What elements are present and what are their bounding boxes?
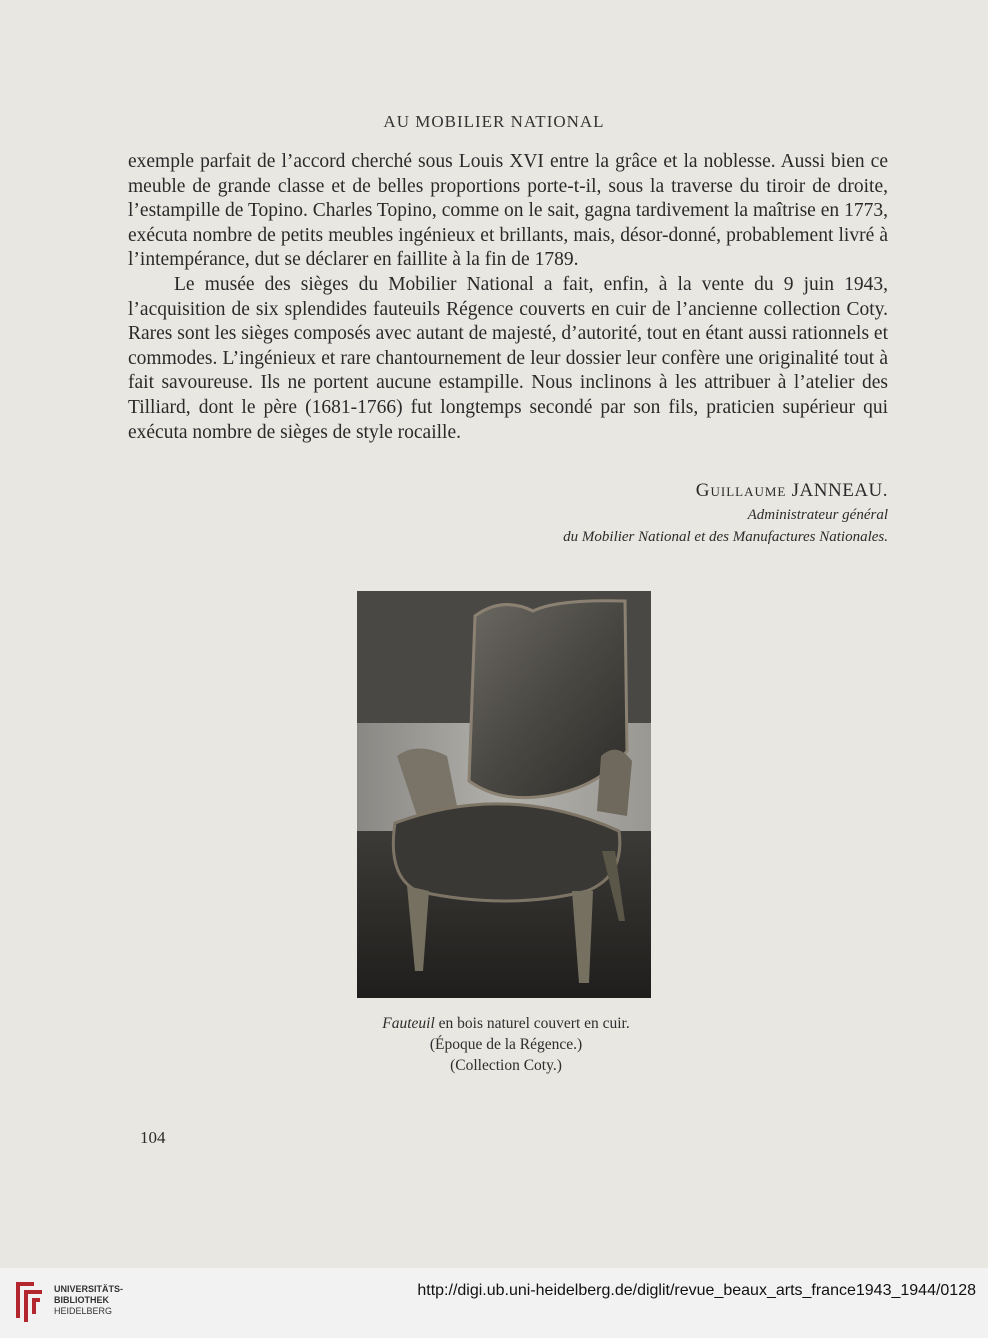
caption-line-1-rest: en bois naturel couvert en cuir. [434,1015,630,1032]
library-logo-icon[interactable] [12,1278,46,1326]
author-first-name: Guillaume [695,480,787,501]
author-title-2: du Mobilier National et des Manufactures Nationales. [563,529,888,545]
figure-caption-line-2: (Époque de la Régence.) [429,1036,583,1053]
author-last-name: JANNEAU. [791,480,888,501]
figure-caption-line-3: (Collection Coty.) [450,1057,562,1074]
paragraph-2: Le musée des sièges du Mobilier National a fait, enfin, à la vente du 9 juin 1943, l’acquisition de six splendides fauteuils Régence couverts en cuir de l’ancienne collection Coty. Rares sont les sièges composés avec autant de majesté, d’autorité, tout en étant aussi rationnels et commodes. L’ingénieux et rare chantournement de leur dossier leur confère une originalité tout à fait savoureuse. Ils ne portent aucune estampille. Nous inclinons à les attribuer à l’atelier des Tilliard, dont le père (1681-1766) fut longtemps secondé par son fils, praticien supérieur qui exécuta nombre de sièges de style rocaille. [128,273,888,443]
author-title-1: Administrateur général [747,507,888,523]
caption-italic: Fauteuil [382,1015,435,1032]
armchair-photograph [357,591,651,998]
figure-caption-line-1 [300,1015,712,1033]
library-footer [0,1268,988,1338]
logo-line-2: BIBLIOTHEK [54,1295,109,1305]
author-signature [500,480,888,502]
library-logo-text[interactable] [54,1284,123,1317]
logo-line-3: HEIDELBERG [54,1306,113,1316]
paragraph-1: exemple parfait de l’accord cherché sous Louis XVI entre la grâce et la noblesse. Aussi bien ce meuble de grande classe et de belles proportions porte-t-il, sous la traverse du tiroir de droite, l’estampille de Topino. Charles Topino, comme on le sait, gagna tardivement la maîtrise en 1773, exécuta nombre de petits meubles ingénieux et brillants, mais, désor-donné, probablement livré à l’intempérance, dut se déclarer en faillite à la fin de 1789. [128,151,888,271]
body-text [128,150,888,445]
page-number: 104 [140,1128,166,1147]
logo-line-1: UNIVERSITÄTS- [54,1284,124,1294]
running-head: AU MOBILIER NATIONAL [383,112,605,131]
permalink-url[interactable]: http://digi.ub.uni-heidelberg.de/diglit/revue_beaux_arts_france1943_1944/0128 [417,1282,976,1299]
